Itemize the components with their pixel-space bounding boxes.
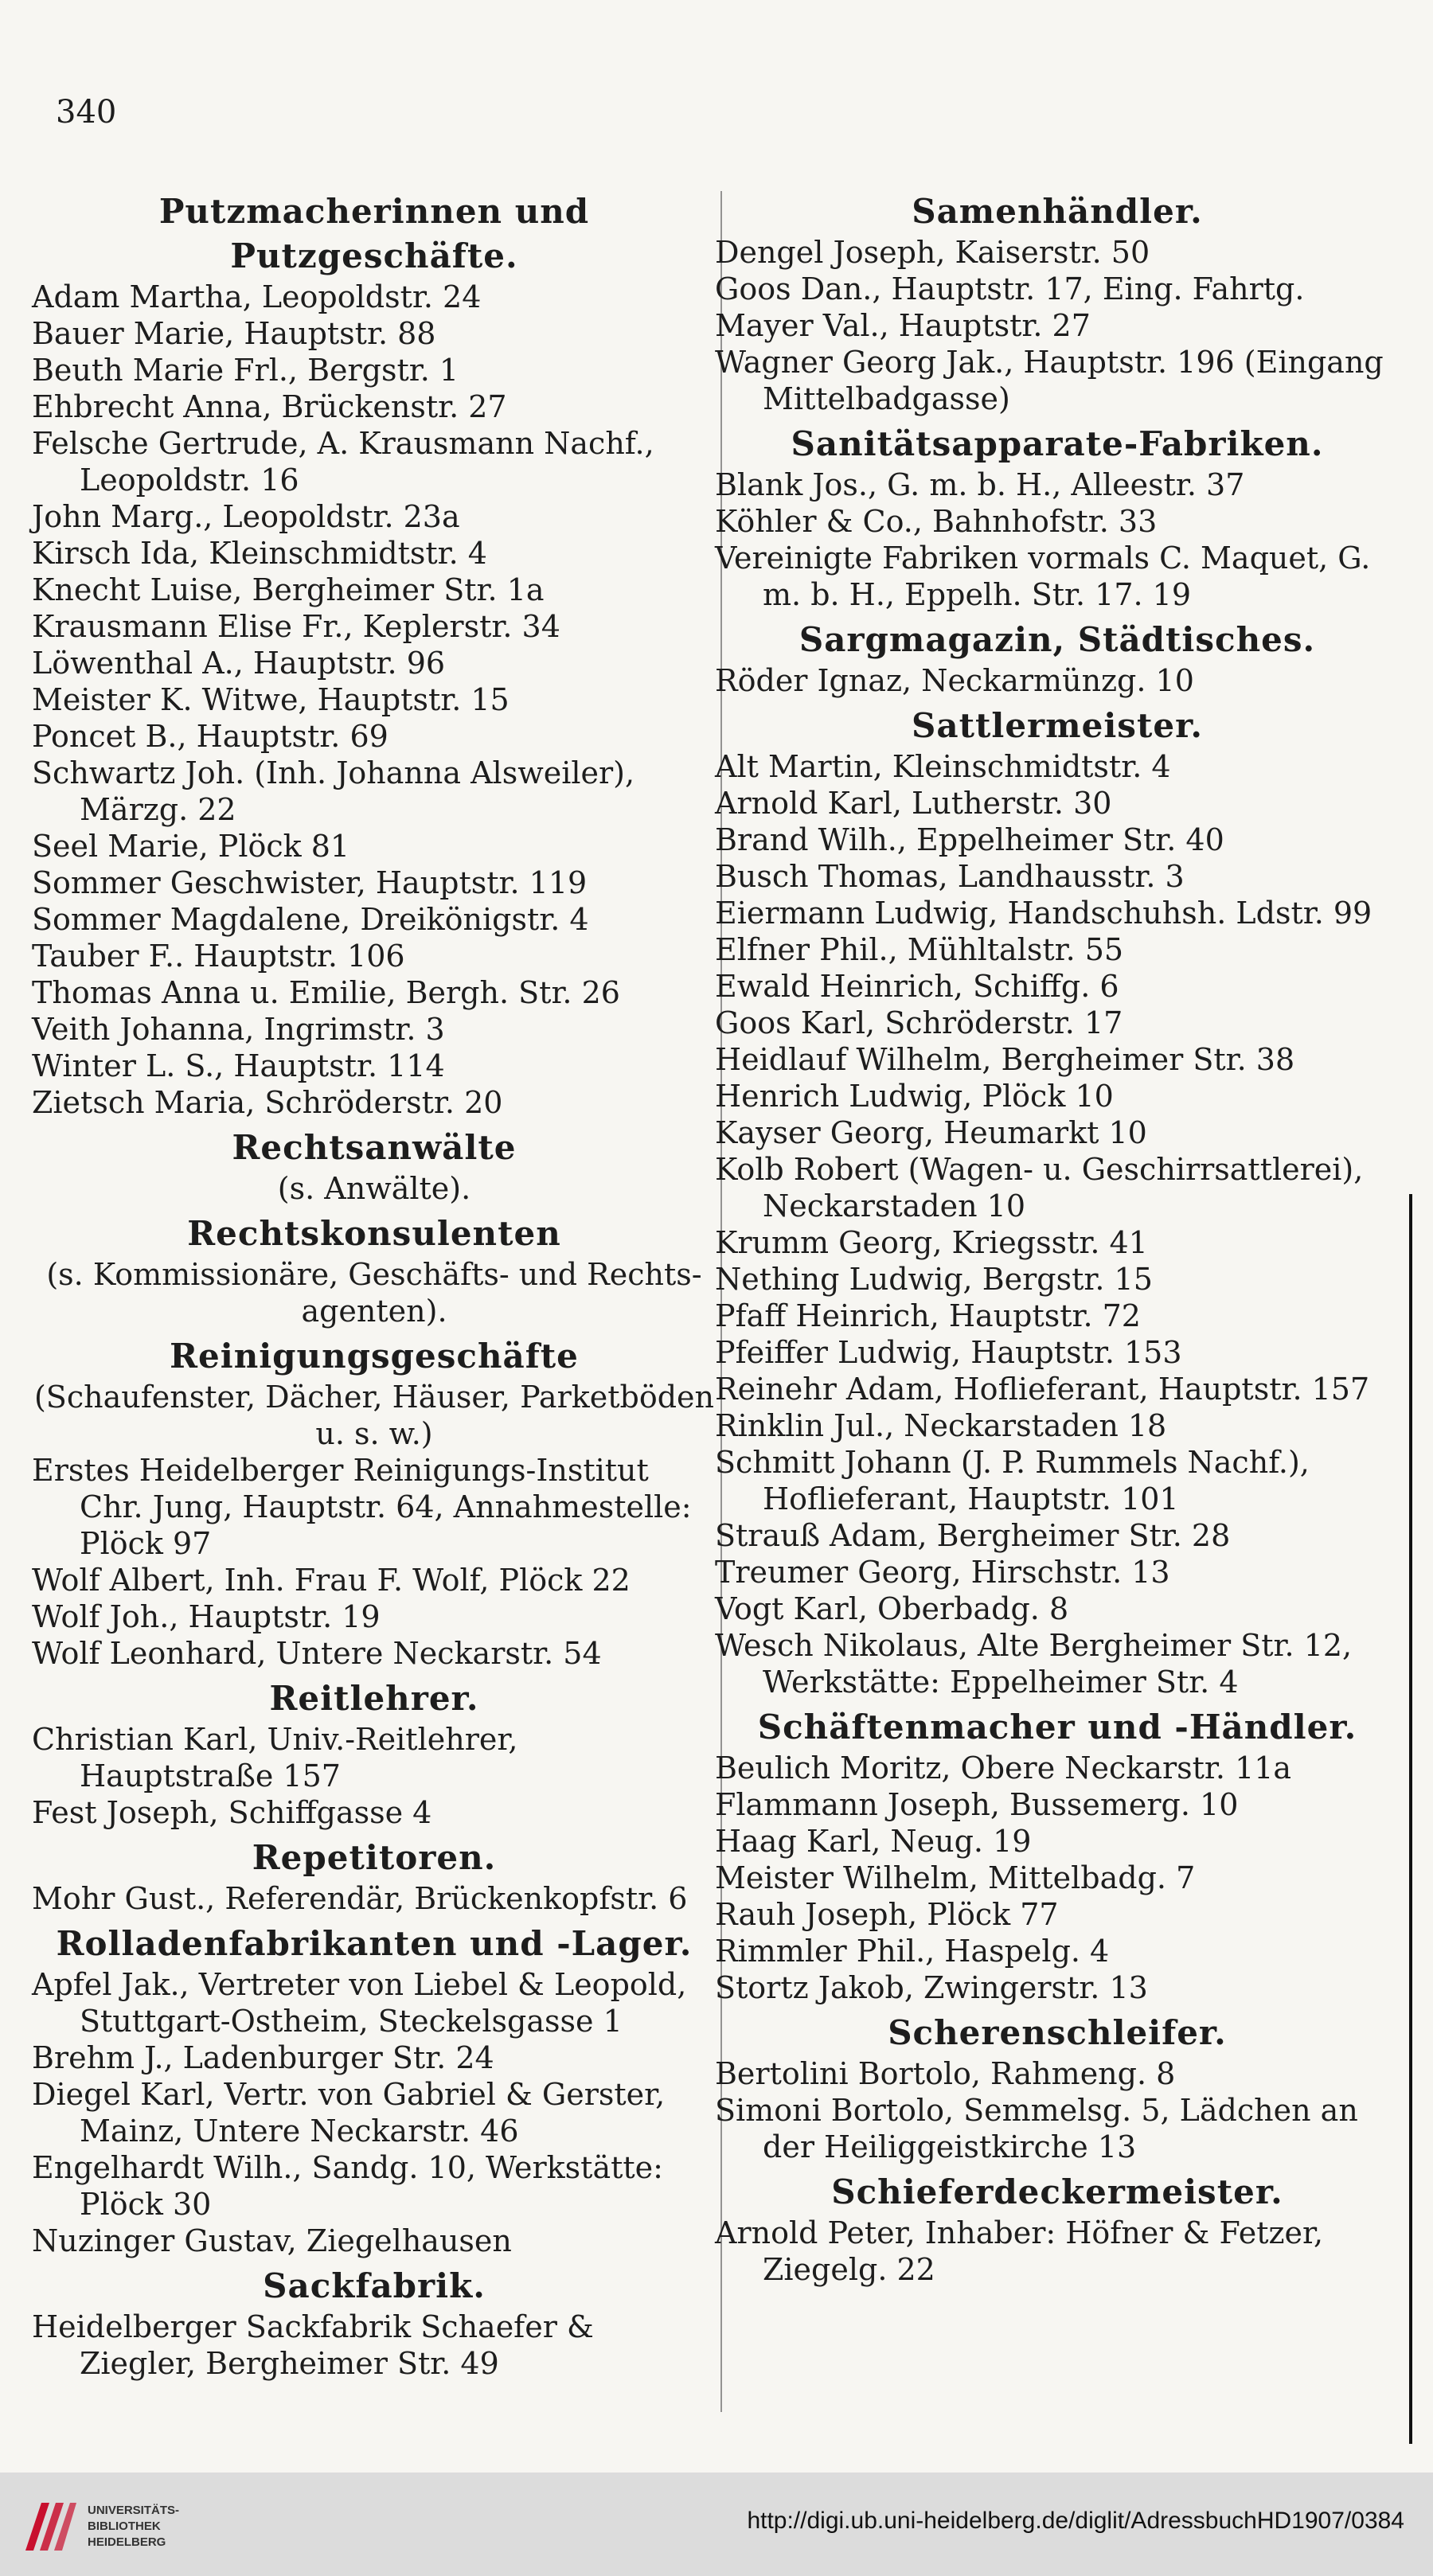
directory-section [715,1705,1400,2006]
directory-entry: Beulich Moritz, Obere Neckarstr. 11a [715,1751,1292,1786]
section-heading: Schäftenmacher und -Händler. [757,1708,1357,1747]
directory-entry: Kolb Robert (Wagen- u. Geschirrsattlerei), Neckarstaden 10 [715,1152,1364,1224]
directory-entry: Heidelberger Sackfabrik Schaefer & Ziegler, Bergheimer Str. 49 [32,2309,594,2381]
directory-entry: Schwartz Joh. (Inh. Johanna Alsweiler), Märzg. 22 [32,755,635,827]
section-heading: Putzmacherinnen und Putzgeschäfte. [158,192,590,275]
left-column [32,185,716,2382]
directory-entry: Tauber F.. Hauptstr. 106 [32,939,405,974]
page-edge-rule [1409,1194,1412,2444]
directory-entry: Goos Dan., Hauptstr. 17, Eing. Fahrtg. [715,271,1305,306]
directory-entry: Arnold Karl, Lutherstr. 30 [715,786,1112,821]
section-note: (s. Kommissionäre, Geschäfts- und Rechts-agenten). [46,1257,702,1329]
directory-entry: Simoni Bortolo, Semmelsg. 5, Lädchen an der Heiliggeistkirche 13 [715,2093,1358,2164]
section-heading: Sattlermeister. [912,706,1203,745]
directory-entry: Köhler & Co., Bahnhofstr. 33 [715,504,1158,539]
section-note: (Schaufenster, Dächer, Häuser, Parketböden u. s. w.) [33,1380,715,1451]
library-name [88,2503,179,2551]
directory-section [32,1126,716,1207]
directory-entry: Rinklin Jul., Neckarstaden 18 [715,1408,1167,1443]
section-heading: Sackfabrik. [263,2266,486,2305]
directory-entry: Felsche Gertrude, A. Krausmann Nachf., Leopoldstr. 16 [32,426,654,498]
directory-entry: Zietsch Maria, Schröderstr. 20 [32,1085,503,1120]
directory-entry: Rauh Joseph, Plöck 77 [715,1897,1059,1932]
directory-entry: Eiermann Ludwig, Handschuhsh. Ldstr. 99 [715,896,1372,931]
directory-section [715,704,1400,1700]
directory-entry: Pfaff Heinrich, Hauptstr. 72 [715,1298,1141,1333]
section-heading: Reinigungsgeschäfte [170,1337,579,1376]
directory-entry: Reinehr Adam, Hoflieferant, Hauptstr. 157 [715,1372,1370,1407]
directory-section [32,189,716,1121]
directory-entry: Röder Ignaz, Neckarmünzg. 10 [715,663,1194,698]
directory-entry: Ewald Heinrich, Schiffg. 6 [715,969,1119,1004]
directory-entry: Adam Martha, Leopoldstr. 24 [32,279,482,314]
directory-entry: Krausmann Elise Fr., Keplerstr. 34 [32,609,560,644]
directory-entry: Wagner Georg Jak., Hauptstr. 196 (Eingang Mittelbadgasse) [715,345,1384,416]
directory-entry: Flammann Joseph, Bussemerg. 10 [715,1787,1239,1822]
directory-entry: Wolf Leonhard, Untere Neckarstr. 54 [32,1636,602,1671]
directory-entry: Strauß Adam, Bergheimer Str. 28 [715,1518,1231,1553]
directory-section [32,1334,716,1672]
library-name-line: UNIVERSITÄTS- [88,2504,180,2517]
directory-entry: Apfel Jak., Vertreter von Liebel & Leopold, Stuttgart-Ostheim, Steckelsgasse 1 [32,1967,687,2039]
directory-entry: Pfeiffer Ludwig, Hauptstr. 153 [715,1335,1182,1370]
section-heading: Sanitätsapparate-Fabriken. [791,424,1324,463]
directory-entry: Seel Marie, Plöck 81 [32,829,350,864]
directory-section [715,2011,1400,2165]
directory-entry: Kayser Georg, Heumarkt 10 [715,1115,1147,1150]
directory-entry: Haag Karl, Neug. 19 [715,1824,1032,1859]
directory-entry: Diegel Karl, Vertr. von Gabriel & Gerster, Mainz, Untere Neckarstr. 46 [32,2077,666,2149]
section-heading: Reitlehrer. [269,1679,479,1718]
directory-entry: Sommer Magdalene, Dreikönigstr. 4 [32,902,589,937]
directory-entry: Krumm Georg, Kriegsstr. 41 [715,1225,1148,1260]
directory-entry: Bertolini Bortolo, Rahmeng. 8 [715,2056,1176,2091]
section-heading: Rolladenfabrikanten und -Lager. [56,1924,693,1963]
footer-bar [0,2473,1433,2576]
directory-section [715,2170,1400,2288]
directory-entry: Veith Johanna, Ingrimstr. 3 [32,1012,445,1047]
directory-entry: Meister Wilhelm, Mittelbadg. 7 [715,1860,1196,1895]
directory-entry: Knecht Luise, Bergheimer Str. 1a [32,572,545,607]
directory-entry: Christian Karl, Univ.-Reitlehrer, Hauptstraße 157 [32,1722,518,1793]
directory-entry: Dengel Joseph, Kaiserstr. 50 [715,235,1150,270]
section-note: (s. Anwälte). [277,1171,471,1206]
section-heading: Samenhändler. [912,192,1203,231]
directory-entry: Erstes Heidelberger Reinigungs-Institut Chr. Jung, Hauptstr. 64, Annahmestelle: Plöck 97 [32,1453,692,1561]
right-column [715,185,1400,2288]
section-heading: Repetitoren. [252,1838,497,1877]
directory-entry: Löwenthal A., Hauptstr. 96 [32,646,446,681]
directory-entry: Goos Karl, Schröderstr. 17 [715,1005,1123,1040]
directory-section [32,1922,716,2259]
directory-entry: Sommer Geschwister, Hauptstr. 119 [32,865,588,900]
directory-entry: Engelhardt Wilh., Sandg. 10, Werkstätte: Plöck 30 [32,2150,663,2222]
directory-entry: Beuth Marie Frl., Bergstr. 1 [32,353,459,388]
directory-section [715,189,1400,417]
directory-entry: Mohr Gust., Referendär, Brückenkopfstr. 6 [32,1881,688,1916]
directory-section [32,1836,716,1917]
directory-entry: Arnold Peter, Inhaber: Höfner & Fetzer, Ziegelg. 22 [715,2215,1324,2287]
section-heading: Rechtsanwälte [232,1128,517,1167]
section-heading: Rechtskonsulenten [187,1214,561,1253]
directory-entry: Thomas Anna u. Emilie, Bergh. Str. 26 [32,975,620,1010]
directory-entry: Vereinigte Fabriken vormals C. Maquet, G. m. b. H., Eppelh. Str. 17. 19 [715,541,1371,612]
directory-entry: Meister K. Witwe, Hauptstr. 15 [32,682,510,717]
directory-section [715,422,1400,613]
directory-entry: Busch Thomas, Landhausstr. 3 [715,859,1185,894]
directory-entry: Nuzinger Gustav, Ziegelhausen [32,2223,512,2258]
section-heading: Schieferdeckermeister. [831,2172,1283,2211]
directory-entry: Brehm J., Ladenburger Str. 24 [32,2040,494,2075]
directory-entry: Wolf Joh., Hauptstr. 19 [32,1599,381,1634]
directory-entry: Rimmler Phil., Haspelg. 4 [715,1934,1110,1969]
directory-entry: Henrich Ludwig, Plöck 10 [715,1079,1114,1114]
directory-entry: John Marg., Leopoldstr. 23a [32,499,460,534]
directory-entry: Heidlauf Wilhelm, Bergheimer Str. 38 [715,1042,1295,1077]
directory-entry: Treumer Georg, Hirschstr. 13 [715,1555,1170,1590]
directory-entry: Kirsch Ida, Kleinschmidtstr. 4 [32,536,487,571]
directory-entry: Wolf Albert, Inh. Frau F. Wolf, Plöck 22 [32,1563,631,1598]
directory-entry: Alt Martin, Kleinschmidtstr. 4 [715,749,1171,784]
page-number: 340 [56,94,117,131]
directory-entry: Brand Wilh., Eppelheimer Str. 40 [715,822,1224,857]
directory-section [32,1212,716,1329]
directory-section [715,618,1400,699]
directory-section [32,1676,716,1831]
library-logo-icon [18,2495,80,2558]
directory-entry: Fest Joseph, Schiffgasse 4 [32,1795,432,1830]
directory-section [32,2264,716,2382]
directory-entry: Nething Ludwig, Bergstr. 15 [715,1262,1153,1297]
directory-entry: Blank Jos., G. m. b. H., Alleestr. 37 [715,467,1245,502]
directory-entry: Mayer Val., Hauptstr. 27 [715,308,1091,343]
library-name-line: HEIDELBERG [88,2535,166,2549]
directory-entry: Bauer Marie, Hauptstr. 88 [32,316,436,351]
directory-entry: Winter L. S., Hauptstr. 114 [32,1048,445,1083]
directory-entry: Ehbrecht Anna, Brückenstr. 27 [32,389,507,424]
directory-entry: Vogt Karl, Oberbadg. 8 [715,1591,1069,1626]
directory-entry: Schmitt Johann (J. P. Rummels Nachf.), Hoflieferant, Hauptstr. 101 [715,1445,1310,1516]
directory-entry: Wesch Nikolaus, Alte Bergheimer Str. 12, Werkstätte: Eppelheimer Str. 4 [715,1628,1353,1700]
section-heading: Sargmagazin, Städtisches. [798,620,1316,659]
source-url-link[interactable]: http://digi.ub.uni-heidelberg.de/diglit/AdressbuchHD1907/0384 [747,2508,1404,2534]
library-name-line: BIBLIOTHEK [88,2519,161,2533]
directory-entry: Stortz Jakob, Zwingerstr. 13 [715,1970,1148,2005]
section-heading: Scherenschleifer. [888,2013,1227,2052]
directory-entry: Poncet B., Hauptstr. 69 [32,719,389,754]
directory-entry: Elfner Phil., Mühltalstr. 55 [715,932,1124,967]
